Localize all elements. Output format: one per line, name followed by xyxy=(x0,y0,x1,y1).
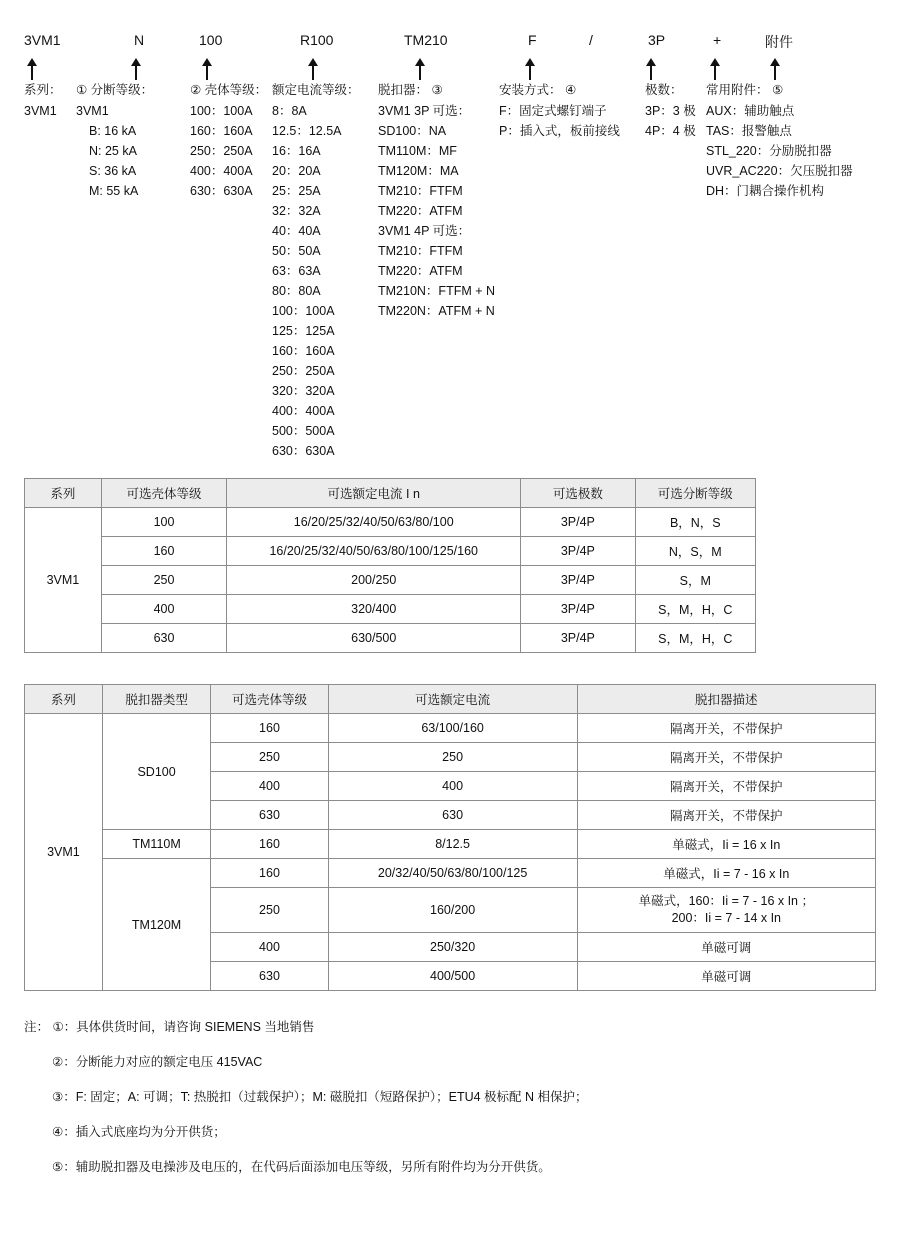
legend-item: TM120M：MA xyxy=(378,164,459,178)
cell-current: 630/500 xyxy=(227,624,521,653)
table-row xyxy=(25,830,876,859)
legend-item: 20：20A xyxy=(272,164,321,178)
table2-header xyxy=(25,685,876,714)
code-segment-7: 3P xyxy=(648,32,666,48)
legend-item: 160：160A xyxy=(272,344,335,358)
code-segment-9: 附件 xyxy=(765,34,793,50)
legend-item: 250：250A xyxy=(272,364,335,378)
cell-current: 8/12.5 xyxy=(328,830,577,859)
up-arrow-icon xyxy=(414,58,426,80)
th-poles: 可选极数 xyxy=(521,479,635,508)
legend-item: 40：40A xyxy=(272,224,321,238)
cell-series: 3VM1 xyxy=(25,508,102,653)
th-breaking: 可选分断等级 xyxy=(635,479,755,508)
legend-item: 125：125A xyxy=(272,324,335,338)
legend-item: 3VM1 xyxy=(76,104,109,118)
legend-item: 32：32A xyxy=(272,204,321,218)
legend-column-5 xyxy=(499,80,620,141)
legend-column-4 xyxy=(378,80,495,321)
footnote: ④：插入式底座均为分开供货； xyxy=(52,1125,226,1139)
legend-item: TM220N：ATFM + N xyxy=(378,304,495,318)
cell-frame: 400 xyxy=(211,933,328,962)
code-segment-6: / xyxy=(589,32,593,48)
cell-current: 400/500 xyxy=(328,962,577,991)
cell-description: 单磁可调 xyxy=(577,962,875,991)
code-segment-2: 100 xyxy=(199,32,223,48)
cell-current: 16/20/25/32/40/50/63/80/100 xyxy=(227,508,521,537)
cell-breaking: S，M，H，C xyxy=(635,624,755,653)
legend-item: 160：160A xyxy=(190,124,253,138)
table-row xyxy=(25,859,876,888)
legend-column-title: 脱扣器： ③ xyxy=(378,83,443,97)
code-segment-1: N xyxy=(134,32,145,48)
legend-item: 500：500A xyxy=(272,424,335,438)
code-segment-3: R100 xyxy=(300,32,334,48)
code-segment-5: F xyxy=(528,32,537,48)
legend-item: B: 16 kA xyxy=(89,124,137,138)
cell-poles: 3P/4P xyxy=(521,508,635,537)
table-row xyxy=(25,566,756,595)
cell-frame: 100 xyxy=(101,508,227,537)
legend-item: 4P：4 极 xyxy=(645,124,696,138)
up-arrow-icon xyxy=(709,58,721,80)
th2-trip-type: 脱扣器类型 xyxy=(102,685,211,714)
code-segment-8: + xyxy=(713,32,722,48)
up-arrow-icon xyxy=(307,58,319,80)
cell-frame: 160 xyxy=(101,537,227,566)
th2-current: 可选额定电流 xyxy=(328,685,577,714)
cell-trip-type: SD100 xyxy=(102,714,211,830)
product-code-line xyxy=(0,32,900,58)
up-arrow-icon xyxy=(769,58,781,80)
cell-frame: 250 xyxy=(101,566,227,595)
legend-item: 400：400A xyxy=(190,164,253,178)
legend-item: 80：80A xyxy=(272,284,321,298)
up-arrow-icon xyxy=(130,58,142,80)
legend-item: TM220：ATFM xyxy=(378,204,463,218)
legend-item: 100：100A xyxy=(272,304,335,318)
legend-item: TM210N：FTFM + N xyxy=(378,284,496,298)
legend-item: 320：320A xyxy=(272,384,335,398)
legend-item: 250：250A xyxy=(190,144,253,158)
legend-item: 400：400A xyxy=(272,404,335,418)
cell-description: 单磁可调 xyxy=(577,933,875,962)
legend-item: 630：630A xyxy=(272,444,335,458)
th-frame: 可选壳体等级 xyxy=(101,479,227,508)
legend-item: SD100：NA xyxy=(378,124,447,138)
th-current: 可选额定电流 I n xyxy=(227,479,521,508)
legend-item: 16：16A xyxy=(272,144,321,158)
table-trip-units xyxy=(24,684,876,991)
cell-breaking: N，S，M xyxy=(635,537,755,566)
arrow-row xyxy=(0,58,900,82)
legend-item: 100：100A xyxy=(190,104,253,118)
cell-description: 隔离开关，不带保护 xyxy=(577,714,875,743)
cell-frame: 160 xyxy=(211,830,328,859)
cell-current: 160/200 xyxy=(328,888,577,933)
cell-current: 630 xyxy=(328,801,577,830)
footnote: 注： ①：具体供货时间，请咨询 SIEMENS 当地销售 xyxy=(24,1020,315,1034)
th2-series: 系列 xyxy=(25,685,103,714)
cell-current: 20/32/40/50/63/80/100/125 xyxy=(328,859,577,888)
table-row xyxy=(25,624,756,653)
cell-frame: 630 xyxy=(211,801,328,830)
legend-item: 12.5：12.5A xyxy=(272,124,342,138)
legend-column-title: ① 分断等级： xyxy=(76,83,154,97)
footnote: ⑤：辅助脱扣器及电操涉及电压的，在代码后面添加电压等级，另所有附件均为分开供货。 xyxy=(52,1160,551,1174)
cell-breaking: B，N，S xyxy=(635,508,755,537)
cell-breaking: S，M xyxy=(635,566,755,595)
legend-item: P：插入式，板前接线 xyxy=(499,124,620,138)
table1-body xyxy=(25,508,756,653)
legend-item: 8：8A xyxy=(272,104,307,118)
cell-poles: 3P/4P xyxy=(521,566,635,595)
code-legend xyxy=(0,80,900,460)
cell-current: 63/100/160 xyxy=(328,714,577,743)
cell-frame: 400 xyxy=(211,772,328,801)
cell-frame: 250 xyxy=(211,888,328,933)
cell-frame: 630 xyxy=(211,962,328,991)
cell-breaking: S，M，H，C xyxy=(635,595,755,624)
cell-trip-type: TM120M xyxy=(102,859,211,991)
legend-item: 3VM1 xyxy=(24,104,57,118)
legend-item: STL_220：分励脱扣器 xyxy=(706,144,832,158)
legend-item: F：固定式螺钉端子 xyxy=(499,104,607,118)
legend-column-3 xyxy=(272,80,360,461)
cell-description: 单磁式，Ii = 7 - 16 x In xyxy=(577,859,875,888)
cell-poles: 3P/4P xyxy=(521,595,635,624)
table-row xyxy=(25,479,756,508)
legend-column-2 xyxy=(190,80,267,201)
legend-item: TM110M：MF xyxy=(378,144,457,158)
legend-item: TM210：FTFM xyxy=(378,244,463,258)
table-selection-overview xyxy=(24,478,756,653)
code-segment-0: 3VM1 xyxy=(24,32,61,48)
legend-item: 63：63A xyxy=(272,264,321,278)
legend-item: M: 55 kA xyxy=(89,184,139,198)
up-arrow-icon xyxy=(26,58,38,80)
legend-column-title: 常用附件： ⑤ xyxy=(706,83,784,97)
table-row xyxy=(25,508,756,537)
cell-frame: 160 xyxy=(211,859,328,888)
th2-frame: 可选壳体等级 xyxy=(211,685,328,714)
legend-column-0 xyxy=(24,80,62,121)
th-series: 系列 xyxy=(25,479,102,508)
legend-item: 25：25A xyxy=(272,184,321,198)
cell-current: 16/20/25/32/40/50/63/80/100/125/160 xyxy=(227,537,521,566)
cell-description: 隔离开关，不带保护 xyxy=(577,801,875,830)
cell-current: 320/400 xyxy=(227,595,521,624)
legend-column-7 xyxy=(706,80,853,201)
cell-trip-type: TM110M xyxy=(102,830,211,859)
cell-current: 250 xyxy=(328,743,577,772)
table-row xyxy=(25,595,756,624)
table-row xyxy=(25,714,876,743)
cell-poles: 3P/4P xyxy=(521,537,635,566)
legend-item: TM220：ATFM xyxy=(378,264,463,278)
legend-item: TAS：报警触点 xyxy=(706,124,792,138)
legend-column-title: 额定电流等级： xyxy=(272,83,360,97)
table2-body xyxy=(25,714,876,991)
legend-column-title: 极数： xyxy=(645,83,683,97)
footnote: ②：分断能力对应的额定电压 415VAC xyxy=(52,1055,263,1069)
legend-item: DH：门耦合操作机构 xyxy=(706,184,825,198)
legend-column-title: 系列： xyxy=(24,83,62,97)
legend-column-1 xyxy=(76,80,153,201)
footnotes xyxy=(24,1018,884,1193)
legend-item: 3VM1 3P 可选： xyxy=(378,104,471,118)
cell-frame: 400 xyxy=(101,595,227,624)
legend-item: 630：630A xyxy=(190,184,253,198)
cell-frame: 630 xyxy=(101,624,227,653)
legend-column-6 xyxy=(645,80,696,141)
table-row xyxy=(25,537,756,566)
cell-poles: 3P/4P xyxy=(521,624,635,653)
cell-description: 单磁式，Ii = 16 x In xyxy=(577,830,875,859)
footnote: ③：F: 固定；A: 可调；T: 热脱扣（过载保护）；M: 磁脱扣（短路保护）；ETU4 极标配 N 相保护； xyxy=(52,1090,588,1104)
legend-item: 3P：3 极 xyxy=(645,104,696,118)
legend-item: S: 36 kA xyxy=(89,164,137,178)
legend-column-title: 安装方式： ④ xyxy=(499,83,577,97)
table1-header xyxy=(25,479,756,508)
cell-series: 3VM1 xyxy=(25,714,103,991)
code-segment-4: TM210 xyxy=(404,32,448,48)
cell-description: 隔离开关，不带保护 xyxy=(577,772,875,801)
legend-item: TM210：FTFM xyxy=(378,184,463,198)
cell-frame: 250 xyxy=(211,743,328,772)
table-row xyxy=(25,685,876,714)
cell-frame: 160 xyxy=(211,714,328,743)
legend-item: UVR_AC220：欠压脱扣器 xyxy=(706,164,853,178)
cell-description: 单磁式，160：Ii = 7 - 16 x In ； 200：Ii = 7 - 14 x In xyxy=(577,888,875,933)
up-arrow-icon xyxy=(201,58,213,80)
up-arrow-icon xyxy=(645,58,657,80)
legend-item: N: 25 kA xyxy=(89,144,137,158)
legend-item: 3VM1 4P 可选： xyxy=(378,224,471,238)
cell-description: 隔离开关，不带保护 xyxy=(577,743,875,772)
legend-column-title: ② 壳体等级： xyxy=(190,83,268,97)
th2-desc: 脱扣器描述 xyxy=(577,685,875,714)
cell-current: 200/250 xyxy=(227,566,521,595)
up-arrow-icon xyxy=(524,58,536,80)
cell-current: 250/320 xyxy=(328,933,577,962)
cell-current: 400 xyxy=(328,772,577,801)
legend-item: 50：50A xyxy=(272,244,321,258)
legend-item: AUX：辅助触点 xyxy=(706,104,795,118)
